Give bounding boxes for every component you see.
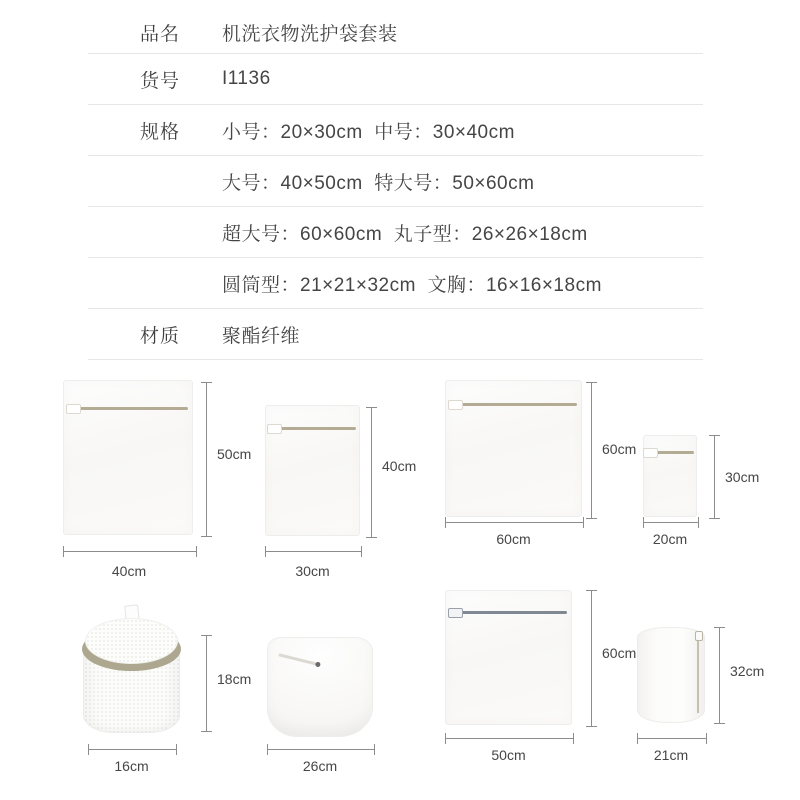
height-dimension-line: [709, 435, 720, 519]
height-dimension-label: 60cm: [602, 645, 637, 661]
spec-value: 聚酯纤维: [222, 325, 301, 347]
height-dimension-line: [201, 635, 212, 732]
zipper-icon: [69, 407, 188, 410]
height-dimension-label: 50cm: [217, 446, 252, 462]
width-dimension-line: [445, 517, 584, 528]
spec-row-sizes-1: [88, 105, 703, 156]
height-dimension-line: [586, 382, 597, 519]
width-dimension-line: [643, 517, 699, 528]
bra-cylinder-bag-image: [83, 605, 180, 733]
height-dimension-label: 32cm: [730, 663, 765, 679]
spec-label: 规格: [140, 121, 181, 143]
zipper-icon: [697, 633, 699, 713]
flat-bag-40x50-image: [63, 380, 193, 535]
spec-label: 材质: [140, 325, 181, 347]
width-dimension-label: 30cm: [295, 563, 330, 579]
height-dimension-line: [201, 382, 212, 537]
dumpling-bag-image: [267, 637, 373, 737]
spec-row-sizes-3: [88, 207, 703, 258]
height-dimension-label: 40cm: [382, 458, 417, 474]
flat-bag-30x40-image: [265, 405, 360, 536]
flat-bag-50x60-image: [445, 590, 572, 725]
width-dimension-label: 20cm: [652, 531, 688, 547]
cylinder-bag-image: [637, 627, 705, 723]
width-dimension-line: [265, 546, 362, 557]
width-dimension-label: 26cm: [302, 758, 338, 774]
spec-label: 货号: [140, 70, 181, 92]
width-dimension-label: 50cm: [491, 747, 526, 763]
width-dimension-line: [637, 733, 707, 744]
spec-value: 大号：40×50cm 特大号：50×60cm: [222, 172, 535, 194]
spec-value: 圆筒型：21×21×32cm 文胸：16×16×18cm: [222, 274, 602, 296]
height-dimension-label: 60cm: [602, 441, 637, 457]
flat-bag-20x30-image: [643, 435, 697, 517]
spec-table: [88, 11, 703, 360]
spec-value: 机洗衣物洗护袋套装: [222, 23, 398, 45]
height-dimension-label: 18cm: [217, 671, 252, 687]
width-dimension-label: 40cm: [111, 563, 147, 579]
spec-value: 超大号：60×60cm 丸子型：26×26×18cm: [222, 223, 588, 245]
spec-row-sizes-2: [88, 156, 703, 207]
zipper-icon: [451, 611, 567, 614]
spec-row-material: [88, 309, 703, 360]
spec-row-product-name: [88, 11, 703, 54]
zipper-icon: [270, 427, 357, 430]
spec-row-item-number: [88, 54, 703, 105]
width-dimension-line: [445, 733, 574, 744]
spec-row-sizes-4: [88, 258, 703, 309]
mesh-lid: [85, 618, 178, 664]
spec-label: 品名: [140, 23, 181, 45]
width-dimension-line: [63, 546, 197, 557]
spec-value: 小号：20×30cm 中号：30×40cm: [222, 121, 515, 143]
spec-value: I1136: [222, 68, 271, 89]
width-dimension-line: [267, 744, 375, 755]
zipper-icon: [278, 653, 318, 666]
width-dimension-label: 60cm: [496, 531, 531, 547]
height-dimension-line: [714, 627, 725, 724]
height-dimension-line: [366, 407, 377, 538]
height-dimension-line: [586, 590, 597, 727]
height-dimension-label: 30cm: [725, 469, 760, 485]
width-dimension-line: [88, 744, 177, 755]
flat-bag-60x60-image: [445, 380, 582, 517]
zipper-icon: [451, 403, 577, 406]
width-dimension-label: 16cm: [114, 758, 149, 774]
width-dimension-label: 21cm: [653, 747, 689, 763]
zipper-icon: [646, 451, 694, 454]
